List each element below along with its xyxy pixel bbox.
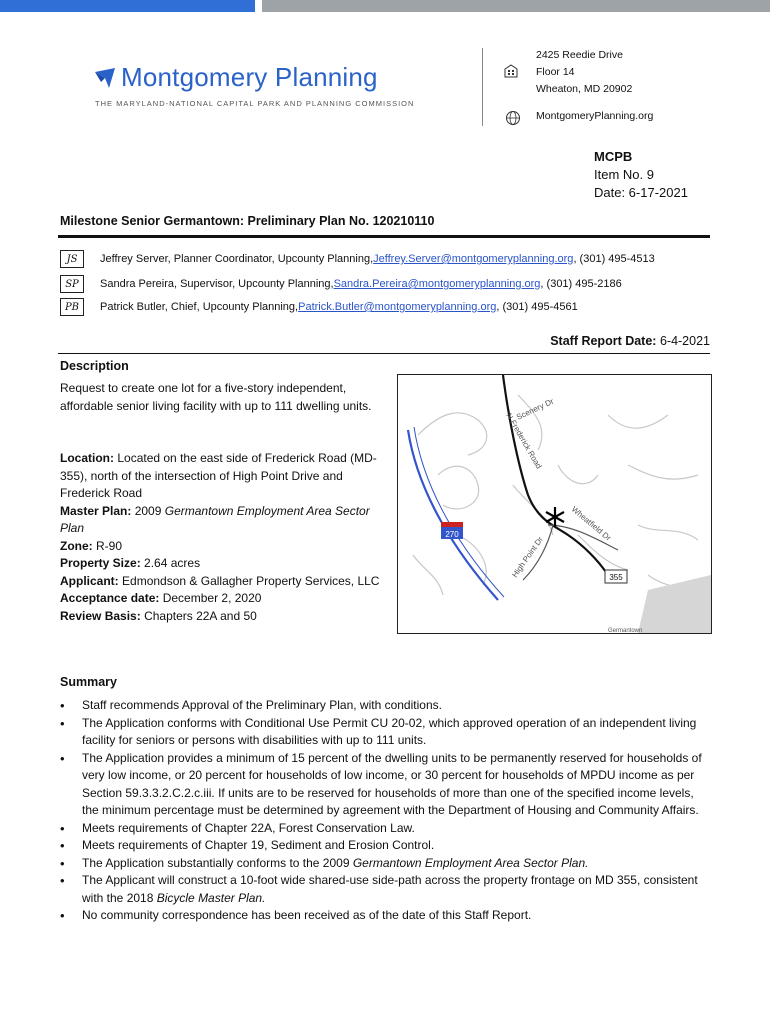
field-label: Applicant: <box>60 573 119 588</box>
logo-subtitle: THE MARYLAND-NATIONAL CAPITAL PARK AND PLANNING COMMISSION <box>95 99 415 108</box>
email-link[interactable]: Jeffrey.Server@montgomeryplanning.org <box>373 253 574 265</box>
top-accent-bar-gray <box>262 0 770 12</box>
staff-row <box>60 298 578 316</box>
summary-heading: Summary <box>60 675 117 689</box>
staff-text: Sandra Pereira, Supervisor, Upcounty Planning, <box>100 278 334 290</box>
list-item: • Meets requirements of Chapter 22A, Forest Conservation Law. <box>60 820 710 838</box>
list-item: • Staff recommends Approval of the Preliminary Plan, with conditions. <box>60 697 710 715</box>
street-label: N Frederick Road <box>504 411 544 471</box>
report-date-label: Staff Report Date: <box>550 334 657 348</box>
list-item: • Meets requirements of Chapter 19, Sediment and Erosion Control. <box>60 837 710 855</box>
location-field <box>60 450 380 503</box>
initials-signature: JS <box>60 250 84 268</box>
logo-mark-icon <box>95 68 115 88</box>
montgomery-planning-logo <box>95 62 414 108</box>
acceptance-date-field <box>60 590 380 608</box>
property-size-field <box>60 555 380 573</box>
field-label: Property Size: <box>60 556 141 570</box>
staff-text: Jeffrey Server, Planner Coordinator, Upcounty Planning, <box>100 253 374 265</box>
description-heading: Description <box>60 359 129 373</box>
list-item <box>60 855 710 873</box>
list-item: • The Application conforms with Conditional Use Permit CU 20-02, which approved operation of an independent living facility for seniors or persons with disabilities with up to 111 units. <box>60 715 710 750</box>
staff-report-date <box>550 334 710 348</box>
field-label: Review Basis: <box>60 608 141 623</box>
i270-shield-icon <box>441 522 463 539</box>
staff-phone: , (301) 495-4513 <box>573 253 655 265</box>
field-value: Germantown Employment Area Sector Plan <box>60 503 370 535</box>
field-value: Chapters 22A and 50 <box>144 608 257 623</box>
master-plan-field <box>60 503 380 538</box>
staff-text: Patrick Butler, Chief, Upcounty Planning, <box>100 301 299 313</box>
field-value: December 2, 2020 <box>162 591 262 605</box>
street-label: Scenery Dr <box>515 396 556 422</box>
frederick-road <box>503 375 608 575</box>
street-label: Wheatfield Dr <box>569 504 613 543</box>
field-label: Zone: <box>60 538 93 553</box>
map-canvas <box>398 375 711 633</box>
email-link[interactable]: Sandra.Pereira@montgomeryplanning.org <box>333 278 541 290</box>
building-icon <box>503 62 519 78</box>
vicinity-map <box>397 374 712 634</box>
staff-phone: , (301) 495-2186 <box>540 278 622 290</box>
address-line: Wheaton, MD 20902 <box>536 83 633 95</box>
summary-list <box>60 697 710 925</box>
local-streets <box>413 395 703 600</box>
website-link[interactable]: MontgomeryPlanning.org <box>536 110 654 122</box>
field-value: 2009 <box>134 503 162 518</box>
md355-shield-icon <box>605 570 627 583</box>
zone-field <box>60 538 380 556</box>
list-item <box>60 872 710 907</box>
md355-label: 355 <box>609 573 623 582</box>
email-link[interactable]: Patrick.Butler@montgomeryplanning.org <box>298 301 497 313</box>
field-value: Edmondson & Gallagher Property Services, LLC <box>122 573 380 588</box>
top-accent-bar-blue <box>0 0 255 12</box>
logo-name: Montgomery Planning <box>121 62 378 92</box>
summary-text: The Application substantially conforms to the 2009 <box>82 855 353 870</box>
street-label: High Point Dr <box>510 535 545 580</box>
i270-label: 270 <box>445 530 459 539</box>
initials-signature: PB <box>60 298 84 316</box>
staff-row <box>60 250 655 268</box>
globe-icon <box>505 110 521 126</box>
page-title: Milestone Senior Germantown: Preliminary Plan No. 120210110 <box>60 214 435 228</box>
field-label: Acceptance date: <box>60 591 160 605</box>
summary-text: The Applicant will construct a 10-foot wide shared-use side-path across the property frontage on MD 355, consistent with the 2018 <box>82 873 698 905</box>
field-value: Located on the east side of Frederick Road (MD-355), north of the intersection of High Point Drive and Frederick Road <box>60 451 377 500</box>
summary-italic-text: Bicycle Master Plan. <box>156 890 266 905</box>
header-divider <box>482 48 483 126</box>
staff-phone: , (301) 495-4561 <box>496 301 578 313</box>
shaded-area <box>638 575 711 633</box>
section-rule <box>58 353 710 354</box>
agency-label: MCPB <box>594 149 633 164</box>
summary-italic-text: Germantown Employment Area Sector Plan. <box>352 855 589 870</box>
address-block <box>536 47 632 98</box>
report-date-value: 6-4-2021 <box>659 334 710 348</box>
description-text: Request to create one lot for a five-story independent, affordable senior living facility with up to 111 dwelling units. <box>60 381 372 413</box>
address-line: 2425 Reedie Drive <box>536 49 623 61</box>
list-item: • No community correspondence has been received as of the date of this Staff Report. <box>60 907 710 925</box>
field-value: 2.64 acres <box>144 556 201 570</box>
item-number: Item No. 9 <box>594 167 654 182</box>
meeting-info <box>594 148 688 202</box>
initials-signature: SP <box>60 275 84 293</box>
field-value: R-90 <box>96 538 123 553</box>
applicant-field <box>60 573 380 591</box>
meeting-date: Date: 6-17-2021 <box>594 185 688 200</box>
field-label: Master Plan: <box>60 503 132 518</box>
field-label: Location: <box>60 451 114 465</box>
title-rule <box>58 235 710 238</box>
staff-row <box>60 275 622 293</box>
project-details <box>60 450 380 625</box>
map-bottom-label: Germantown <box>608 628 643 633</box>
address-line: Floor 14 <box>536 66 575 78</box>
review-basis-field <box>60 608 380 626</box>
list-item: • The Application provides a minimum of 15 percent of the dwelling units to be permanently reserved for households of very low income, or 20 percent for households of low income, or 30 percent for households of MPDU income as per Section 59.3.3.2.C.2.c.iii. If units are to be reserved for households of more than one of the specified income levels, the minimum percentage must be determined by agreement with the Department of Housing and Community Affairs. <box>60 750 710 820</box>
